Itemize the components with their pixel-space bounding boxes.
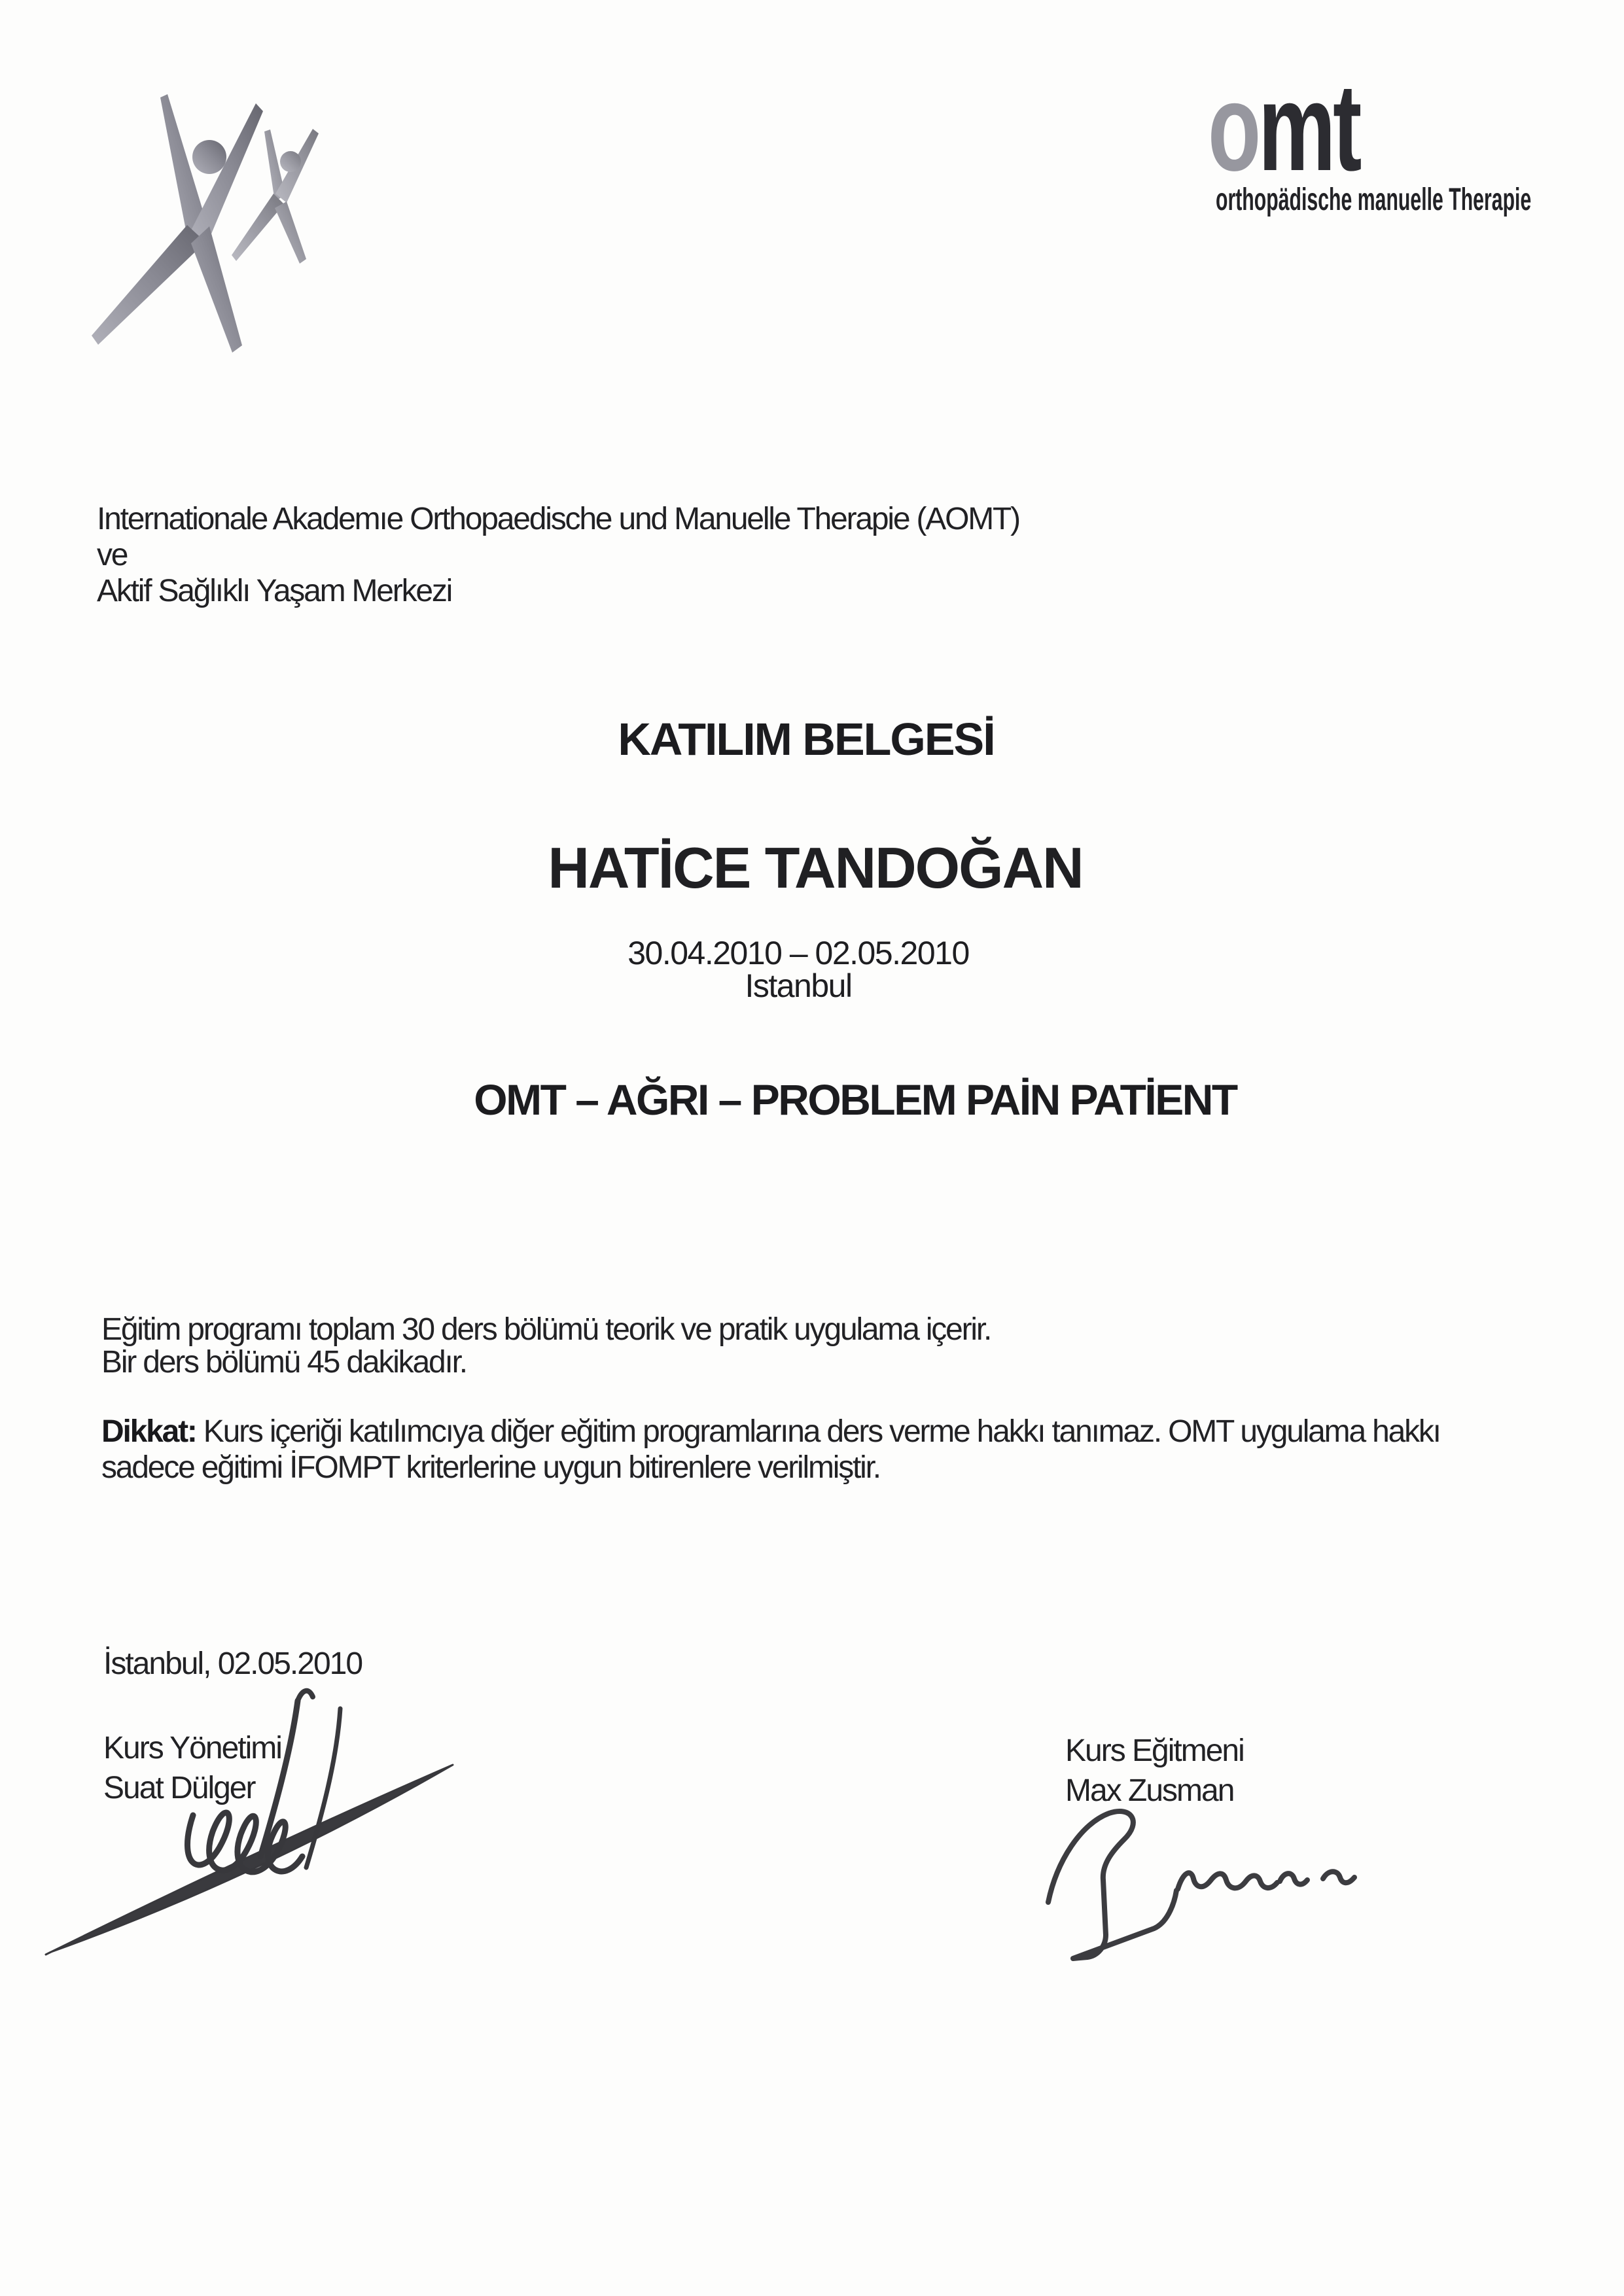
signature-left-icon xyxy=(26,1675,471,1975)
issue-place-date: İstanbul, 02.05.2010 xyxy=(103,1646,362,1681)
program-description xyxy=(101,1313,991,1379)
signatory-left-role: Kurs Yönetimi xyxy=(103,1731,281,1765)
program-line-1: Eğitim programı toplam 30 ders bölümü teorik ve pratik uygulama içerir. xyxy=(101,1312,991,1347)
course-date-range: 30.04.2010 – 02.05.2010 xyxy=(627,935,969,971)
course-location: Istanbul xyxy=(745,967,852,1004)
notice-paragraph xyxy=(101,1414,1440,1486)
certificate-title: KATILIM BELGESİ xyxy=(618,714,995,765)
notice-label: Dikkat: xyxy=(101,1414,196,1449)
omt-logo-mt: mt xyxy=(1258,58,1360,197)
signature-right-icon xyxy=(1034,1792,1368,1975)
institution-line-3: Aktif Sağlıklı Yaşam Merkezi xyxy=(97,574,452,608)
notice-line-2: sadece eğitimi İFOMPT kriterlerine uygun bitirenlere verilmiştir. xyxy=(101,1450,880,1485)
dancing-figures-logo-icon xyxy=(59,78,334,366)
notice-line-1 xyxy=(101,1414,1440,1450)
program-line-2: Bir ders bölümü 45 dakikadır. xyxy=(101,1345,467,1380)
course-title: OMT – AĞRI – PROBLEM PAİN PATİENT xyxy=(474,1075,1237,1124)
omt-logo-o: o xyxy=(1208,58,1259,197)
course-date-block xyxy=(627,937,969,1002)
omt-logo xyxy=(1208,58,1360,197)
signatory-right-name: Max Zusman xyxy=(1065,1773,1234,1808)
signatory-left-name: Suat Dülger xyxy=(103,1771,255,1805)
institution-line-2: ve xyxy=(97,538,128,572)
omt-logo-tagline: orthopädische manuelle Therapie xyxy=(1216,183,1532,217)
institution-block xyxy=(97,501,1019,609)
institution-line-1: Internationale Akademıe Orthopaedische und Manuelle Therapie (AOMT) xyxy=(97,502,1019,536)
recipient-name: HATİCE TANDOĞAN xyxy=(548,835,1083,900)
signatory-right-role: Kurs Eğitmeni xyxy=(1065,1733,1244,1768)
notice-line-1-text: Kurs içeriği katılımcıya diğer eğitim programlarına ders verme hakkı tanımaz. OMT uygulama hakkı xyxy=(196,1414,1440,1449)
